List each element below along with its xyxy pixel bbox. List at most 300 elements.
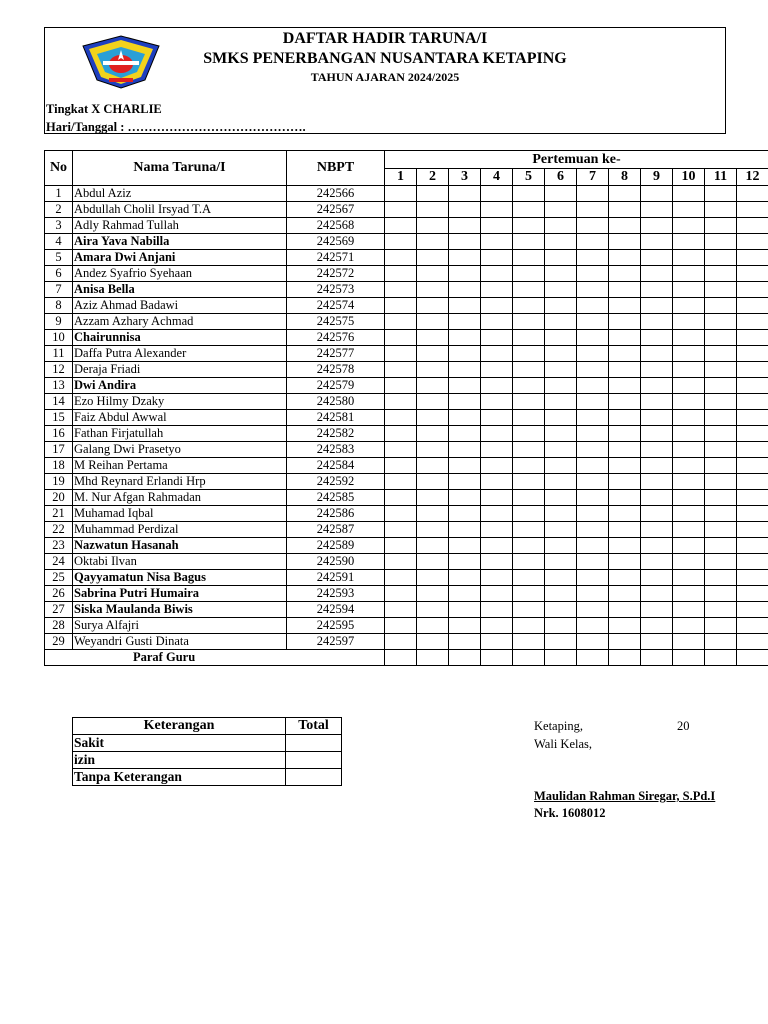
attendance-cell[interactable] (417, 314, 449, 330)
summary-total-cell[interactable] (286, 735, 342, 752)
attendance-cell[interactable] (513, 618, 545, 634)
attendance-cell[interactable] (673, 298, 705, 314)
attendance-cell[interactable] (513, 394, 545, 410)
attendance-cell[interactable] (673, 282, 705, 298)
attendance-cell[interactable] (385, 266, 417, 282)
attendance-cell[interactable] (545, 474, 577, 490)
attendance-cell[interactable] (737, 202, 768, 218)
attendance-cell[interactable] (385, 634, 417, 650)
attendance-cell[interactable] (673, 538, 705, 554)
attendance-cell[interactable] (545, 266, 577, 282)
paraf-cell[interactable] (641, 650, 673, 666)
paraf-cell[interactable] (737, 650, 768, 666)
attendance-cell[interactable] (449, 218, 481, 234)
attendance-cell[interactable] (545, 330, 577, 346)
attendance-cell[interactable] (673, 554, 705, 570)
attendance-cell[interactable] (705, 634, 737, 650)
paraf-cell[interactable] (481, 650, 513, 666)
attendance-cell[interactable] (449, 458, 481, 474)
attendance-cell[interactable] (513, 234, 545, 250)
attendance-cell[interactable] (449, 298, 481, 314)
attendance-cell[interactable] (481, 298, 513, 314)
attendance-cell[interactable] (577, 234, 609, 250)
attendance-cell[interactable] (577, 186, 609, 202)
attendance-cell[interactable] (481, 474, 513, 490)
attendance-cell[interactable] (513, 506, 545, 522)
attendance-cell[interactable] (609, 186, 641, 202)
attendance-cell[interactable] (737, 458, 768, 474)
attendance-cell[interactable] (577, 298, 609, 314)
attendance-cell[interactable] (545, 282, 577, 298)
attendance-cell[interactable] (577, 362, 609, 378)
attendance-cell[interactable] (417, 506, 449, 522)
attendance-cell[interactable] (577, 554, 609, 570)
attendance-cell[interactable] (481, 314, 513, 330)
attendance-cell[interactable] (545, 250, 577, 266)
attendance-cell[interactable] (449, 282, 481, 298)
attendance-cell[interactable] (513, 442, 545, 458)
attendance-cell[interactable] (737, 410, 768, 426)
attendance-cell[interactable] (609, 282, 641, 298)
attendance-cell[interactable] (641, 522, 673, 538)
attendance-cell[interactable] (673, 490, 705, 506)
attendance-cell[interactable] (641, 330, 673, 346)
attendance-cell[interactable] (641, 394, 673, 410)
attendance-cell[interactable] (705, 618, 737, 634)
attendance-cell[interactable] (577, 586, 609, 602)
attendance-cell[interactable] (577, 474, 609, 490)
attendance-cell[interactable] (673, 618, 705, 634)
attendance-cell[interactable] (449, 426, 481, 442)
attendance-cell[interactable] (481, 634, 513, 650)
attendance-cell[interactable] (737, 362, 768, 378)
attendance-cell[interactable] (513, 250, 545, 266)
attendance-cell[interactable] (545, 490, 577, 506)
attendance-cell[interactable] (513, 314, 545, 330)
paraf-cell[interactable] (545, 650, 577, 666)
attendance-cell[interactable] (417, 346, 449, 362)
attendance-cell[interactable] (513, 218, 545, 234)
attendance-cell[interactable] (577, 506, 609, 522)
attendance-cell[interactable] (385, 570, 417, 586)
paraf-cell[interactable] (417, 650, 449, 666)
attendance-cell[interactable] (641, 602, 673, 618)
attendance-cell[interactable] (737, 394, 768, 410)
attendance-cell[interactable] (609, 346, 641, 362)
attendance-cell[interactable] (385, 538, 417, 554)
attendance-cell[interactable] (737, 346, 768, 362)
attendance-cell[interactable] (513, 458, 545, 474)
attendance-cell[interactable] (641, 618, 673, 634)
attendance-cell[interactable] (673, 234, 705, 250)
attendance-cell[interactable] (545, 314, 577, 330)
attendance-cell[interactable] (577, 426, 609, 442)
attendance-cell[interactable] (609, 218, 641, 234)
attendance-cell[interactable] (609, 426, 641, 442)
attendance-cell[interactable] (673, 634, 705, 650)
attendance-cell[interactable] (673, 410, 705, 426)
attendance-cell[interactable] (641, 298, 673, 314)
attendance-cell[interactable] (673, 330, 705, 346)
attendance-cell[interactable] (705, 586, 737, 602)
attendance-cell[interactable] (481, 602, 513, 618)
attendance-cell[interactable] (545, 202, 577, 218)
attendance-cell[interactable] (641, 218, 673, 234)
attendance-cell[interactable] (417, 394, 449, 410)
attendance-cell[interactable] (577, 522, 609, 538)
attendance-cell[interactable] (577, 330, 609, 346)
attendance-cell[interactable] (705, 298, 737, 314)
attendance-cell[interactable] (481, 346, 513, 362)
attendance-cell[interactable] (705, 522, 737, 538)
attendance-cell[interactable] (481, 266, 513, 282)
attendance-cell[interactable] (481, 586, 513, 602)
attendance-cell[interactable] (705, 458, 737, 474)
attendance-cell[interactable] (417, 298, 449, 314)
attendance-cell[interactable] (449, 506, 481, 522)
attendance-cell[interactable] (513, 474, 545, 490)
attendance-cell[interactable] (449, 362, 481, 378)
attendance-cell[interactable] (673, 186, 705, 202)
attendance-cell[interactable] (737, 490, 768, 506)
attendance-cell[interactable] (609, 378, 641, 394)
attendance-cell[interactable] (673, 202, 705, 218)
attendance-cell[interactable] (417, 538, 449, 554)
attendance-cell[interactable] (481, 618, 513, 634)
attendance-cell[interactable] (641, 266, 673, 282)
attendance-cell[interactable] (673, 570, 705, 586)
paraf-cell[interactable] (673, 650, 705, 666)
attendance-cell[interactable] (545, 346, 577, 362)
attendance-cell[interactable] (449, 490, 481, 506)
attendance-cell[interactable] (641, 234, 673, 250)
attendance-cell[interactable] (577, 282, 609, 298)
attendance-cell[interactable] (449, 202, 481, 218)
attendance-cell[interactable] (705, 506, 737, 522)
attendance-cell[interactable] (481, 570, 513, 586)
attendance-cell[interactable] (705, 314, 737, 330)
attendance-cell[interactable] (609, 442, 641, 458)
attendance-cell[interactable] (513, 378, 545, 394)
attendance-cell[interactable] (385, 394, 417, 410)
attendance-cell[interactable] (481, 426, 513, 442)
attendance-cell[interactable] (513, 202, 545, 218)
attendance-cell[interactable] (385, 186, 417, 202)
attendance-cell[interactable] (545, 362, 577, 378)
attendance-cell[interactable] (641, 250, 673, 266)
attendance-cell[interactable] (705, 250, 737, 266)
attendance-cell[interactable] (673, 378, 705, 394)
attendance-cell[interactable] (417, 490, 449, 506)
attendance-cell[interactable] (705, 330, 737, 346)
attendance-cell[interactable] (481, 506, 513, 522)
attendance-cell[interactable] (737, 554, 768, 570)
attendance-cell[interactable] (417, 410, 449, 426)
attendance-cell[interactable] (385, 490, 417, 506)
attendance-cell[interactable] (705, 554, 737, 570)
attendance-cell[interactable] (673, 394, 705, 410)
attendance-cell[interactable] (705, 282, 737, 298)
attendance-cell[interactable] (481, 250, 513, 266)
attendance-cell[interactable] (737, 634, 768, 650)
attendance-cell[interactable] (609, 266, 641, 282)
attendance-cell[interactable] (545, 218, 577, 234)
attendance-cell[interactable] (705, 202, 737, 218)
attendance-cell[interactable] (673, 442, 705, 458)
attendance-cell[interactable] (385, 522, 417, 538)
attendance-cell[interactable] (545, 234, 577, 250)
attendance-cell[interactable] (641, 458, 673, 474)
attendance-cell[interactable] (417, 570, 449, 586)
attendance-cell[interactable] (673, 426, 705, 442)
attendance-cell[interactable] (417, 378, 449, 394)
attendance-cell[interactable] (513, 490, 545, 506)
attendance-cell[interactable] (385, 554, 417, 570)
attendance-cell[interactable] (705, 426, 737, 442)
attendance-cell[interactable] (545, 458, 577, 474)
attendance-cell[interactable] (737, 250, 768, 266)
attendance-cell[interactable] (577, 442, 609, 458)
attendance-cell[interactable] (609, 634, 641, 650)
attendance-cell[interactable] (385, 234, 417, 250)
attendance-cell[interactable] (705, 538, 737, 554)
attendance-cell[interactable] (737, 506, 768, 522)
attendance-cell[interactable] (705, 362, 737, 378)
attendance-cell[interactable] (705, 378, 737, 394)
attendance-cell[interactable] (641, 346, 673, 362)
attendance-cell[interactable] (641, 538, 673, 554)
attendance-cell[interactable] (449, 634, 481, 650)
attendance-cell[interactable] (481, 522, 513, 538)
attendance-cell[interactable] (385, 426, 417, 442)
attendance-cell[interactable] (417, 426, 449, 442)
attendance-cell[interactable] (577, 634, 609, 650)
attendance-cell[interactable] (545, 602, 577, 618)
attendance-cell[interactable] (545, 554, 577, 570)
attendance-cell[interactable] (417, 522, 449, 538)
attendance-cell[interactable] (609, 362, 641, 378)
attendance-cell[interactable] (513, 330, 545, 346)
attendance-cell[interactable] (577, 378, 609, 394)
attendance-cell[interactable] (641, 442, 673, 458)
attendance-cell[interactable] (577, 202, 609, 218)
paraf-cell[interactable] (385, 650, 417, 666)
attendance-cell[interactable] (449, 234, 481, 250)
attendance-cell[interactable] (737, 218, 768, 234)
attendance-cell[interactable] (641, 586, 673, 602)
attendance-cell[interactable] (545, 506, 577, 522)
attendance-cell[interactable] (417, 250, 449, 266)
attendance-cell[interactable] (417, 474, 449, 490)
attendance-cell[interactable] (641, 362, 673, 378)
attendance-cell[interactable] (417, 218, 449, 234)
attendance-cell[interactable] (609, 490, 641, 506)
attendance-cell[interactable] (641, 282, 673, 298)
attendance-cell[interactable] (385, 474, 417, 490)
attendance-cell[interactable] (609, 522, 641, 538)
attendance-cell[interactable] (705, 218, 737, 234)
attendance-cell[interactable] (737, 282, 768, 298)
attendance-cell[interactable] (609, 394, 641, 410)
attendance-cell[interactable] (481, 234, 513, 250)
attendance-cell[interactable] (577, 602, 609, 618)
attendance-cell[interactable] (449, 394, 481, 410)
attendance-cell[interactable] (641, 554, 673, 570)
attendance-cell[interactable] (545, 570, 577, 586)
attendance-cell[interactable] (481, 362, 513, 378)
attendance-cell[interactable] (577, 538, 609, 554)
attendance-cell[interactable] (609, 570, 641, 586)
attendance-cell[interactable] (577, 410, 609, 426)
attendance-cell[interactable] (481, 458, 513, 474)
attendance-cell[interactable] (705, 602, 737, 618)
attendance-cell[interactable] (705, 394, 737, 410)
attendance-cell[interactable] (385, 314, 417, 330)
attendance-cell[interactable] (513, 634, 545, 650)
attendance-cell[interactable] (609, 458, 641, 474)
attendance-cell[interactable] (417, 330, 449, 346)
attendance-cell[interactable] (545, 538, 577, 554)
attendance-cell[interactable] (417, 234, 449, 250)
attendance-cell[interactable] (385, 298, 417, 314)
attendance-cell[interactable] (705, 346, 737, 362)
attendance-cell[interactable] (577, 266, 609, 282)
attendance-cell[interactable] (513, 426, 545, 442)
attendance-cell[interactable] (417, 362, 449, 378)
attendance-cell[interactable] (737, 378, 768, 394)
attendance-cell[interactable] (705, 490, 737, 506)
attendance-cell[interactable] (385, 330, 417, 346)
attendance-cell[interactable] (609, 202, 641, 218)
attendance-cell[interactable] (705, 234, 737, 250)
attendance-cell[interactable] (449, 314, 481, 330)
attendance-cell[interactable] (545, 522, 577, 538)
attendance-cell[interactable] (737, 426, 768, 442)
attendance-cell[interactable] (673, 362, 705, 378)
attendance-cell[interactable] (545, 442, 577, 458)
attendance-cell[interactable] (641, 474, 673, 490)
attendance-cell[interactable] (545, 586, 577, 602)
attendance-cell[interactable] (385, 410, 417, 426)
attendance-cell[interactable] (609, 298, 641, 314)
attendance-cell[interactable] (545, 618, 577, 634)
attendance-cell[interactable] (449, 410, 481, 426)
attendance-cell[interactable] (481, 490, 513, 506)
attendance-cell[interactable] (481, 442, 513, 458)
attendance-cell[interactable] (481, 554, 513, 570)
attendance-cell[interactable] (577, 250, 609, 266)
attendance-cell[interactable] (609, 234, 641, 250)
attendance-cell[interactable] (385, 506, 417, 522)
attendance-cell[interactable] (577, 618, 609, 634)
attendance-cell[interactable] (737, 314, 768, 330)
attendance-cell[interactable] (737, 266, 768, 282)
attendance-cell[interactable] (449, 522, 481, 538)
attendance-cell[interactable] (577, 458, 609, 474)
attendance-cell[interactable] (577, 218, 609, 234)
attendance-cell[interactable] (385, 378, 417, 394)
attendance-cell[interactable] (385, 602, 417, 618)
attendance-cell[interactable] (545, 378, 577, 394)
attendance-cell[interactable] (673, 250, 705, 266)
attendance-cell[interactable] (737, 618, 768, 634)
attendance-cell[interactable] (385, 618, 417, 634)
attendance-cell[interactable] (609, 250, 641, 266)
attendance-cell[interactable] (609, 410, 641, 426)
attendance-cell[interactable] (481, 410, 513, 426)
attendance-cell[interactable] (513, 586, 545, 602)
attendance-cell[interactable] (577, 394, 609, 410)
attendance-cell[interactable] (737, 186, 768, 202)
attendance-cell[interactable] (673, 266, 705, 282)
attendance-cell[interactable] (449, 442, 481, 458)
attendance-cell[interactable] (513, 298, 545, 314)
attendance-cell[interactable] (385, 442, 417, 458)
attendance-cell[interactable] (513, 554, 545, 570)
attendance-cell[interactable] (737, 602, 768, 618)
attendance-cell[interactable] (737, 234, 768, 250)
attendance-cell[interactable] (513, 346, 545, 362)
attendance-cell[interactable] (449, 586, 481, 602)
attendance-cell[interactable] (705, 570, 737, 586)
attendance-cell[interactable] (449, 538, 481, 554)
paraf-cell[interactable] (449, 650, 481, 666)
attendance-cell[interactable] (417, 186, 449, 202)
attendance-cell[interactable] (545, 394, 577, 410)
attendance-cell[interactable] (449, 554, 481, 570)
attendance-cell[interactable] (737, 522, 768, 538)
summary-total-cell[interactable] (286, 752, 342, 769)
attendance-cell[interactable] (609, 314, 641, 330)
attendance-cell[interactable] (513, 570, 545, 586)
attendance-cell[interactable] (545, 634, 577, 650)
attendance-cell[interactable] (609, 618, 641, 634)
attendance-cell[interactable] (513, 266, 545, 282)
attendance-cell[interactable] (737, 442, 768, 458)
attendance-cell[interactable] (673, 346, 705, 362)
attendance-cell[interactable] (641, 426, 673, 442)
attendance-cell[interactable] (705, 266, 737, 282)
attendance-cell[interactable] (609, 586, 641, 602)
attendance-cell[interactable] (737, 298, 768, 314)
attendance-cell[interactable] (513, 282, 545, 298)
attendance-cell[interactable] (449, 346, 481, 362)
attendance-cell[interactable] (673, 218, 705, 234)
attendance-cell[interactable] (481, 186, 513, 202)
attendance-cell[interactable] (513, 522, 545, 538)
attendance-cell[interactable] (385, 362, 417, 378)
attendance-cell[interactable] (385, 458, 417, 474)
attendance-cell[interactable] (385, 202, 417, 218)
attendance-cell[interactable] (417, 282, 449, 298)
attendance-cell[interactable] (449, 250, 481, 266)
attendance-cell[interactable] (641, 570, 673, 586)
attendance-cell[interactable] (609, 538, 641, 554)
attendance-cell[interactable] (545, 410, 577, 426)
attendance-cell[interactable] (609, 330, 641, 346)
attendance-cell[interactable] (385, 218, 417, 234)
attendance-cell[interactable] (641, 378, 673, 394)
attendance-cell[interactable] (673, 458, 705, 474)
attendance-cell[interactable] (449, 570, 481, 586)
attendance-cell[interactable] (673, 506, 705, 522)
attendance-cell[interactable] (513, 362, 545, 378)
attendance-cell[interactable] (449, 330, 481, 346)
attendance-cell[interactable] (385, 282, 417, 298)
attendance-cell[interactable] (449, 266, 481, 282)
attendance-cell[interactable] (513, 602, 545, 618)
paraf-cell[interactable] (705, 650, 737, 666)
